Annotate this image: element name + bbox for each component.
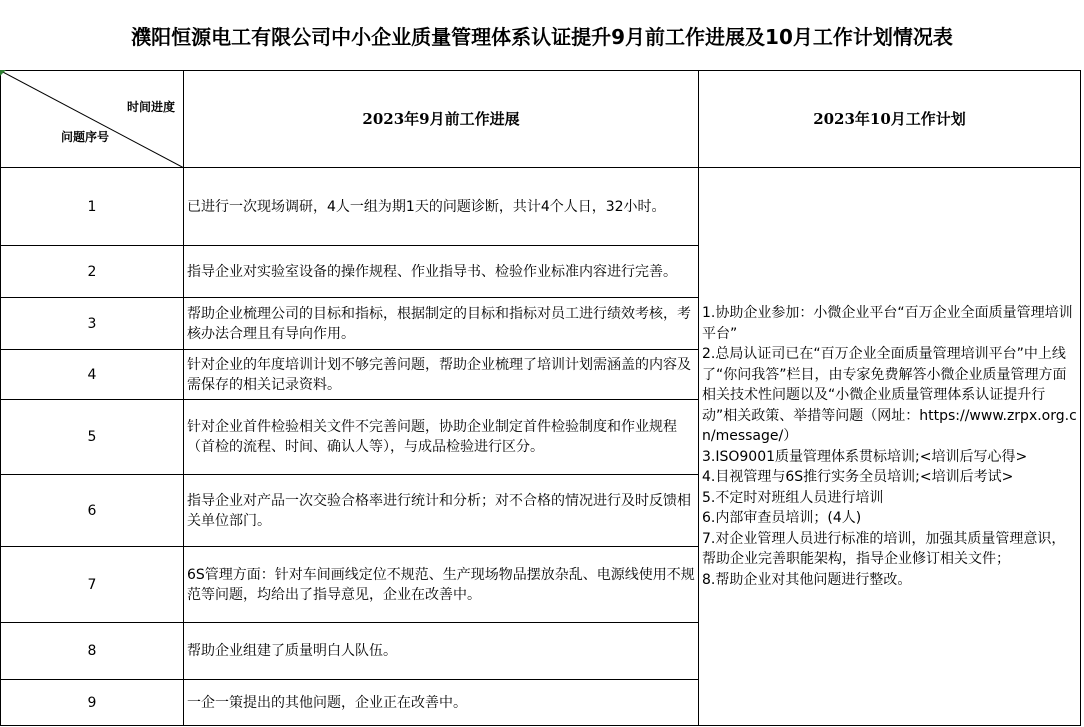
time-progress-label: 时间进度	[126, 100, 175, 114]
progress-cell: 针对企业的年度培训计划不够完善问题，帮助企业梳理了培训计划需涵盖的内容及需保存的相关记录资料。	[184, 350, 699, 400]
progress-cell: 6S管理方面：针对车间画线定位不规范、生产现场物品摆放杂乱、电源线使用不规范等问题，均给出了指导意见，企业在改善中。	[184, 547, 699, 623]
progress-cell: 已进行一次现场调研，4人一组为期1天的问题诊断，共计4个人日，32小时。	[184, 168, 699, 246]
row-number: 2	[1, 246, 184, 298]
plan-item: 4.目视管理与6S推行实务全员培训;<培训后考试>	[702, 469, 1014, 485]
row-number: 6	[1, 475, 184, 547]
cell-marker	[0, 70, 6, 76]
plan-item: 1.协助企业参加：小微企业平台“百万企业全面质量管理培训平台”	[702, 305, 1073, 342]
progress-cell: 帮助企业组建了质量明白人队伍。	[184, 623, 699, 680]
progress-cell: 指导企业对产品一次交验合格率进行统计和分析；对不合格的情况进行及时反馈相关单位部门。	[184, 475, 699, 547]
page-title: 濮阳恒源电工有限公司中小企业质量管理体系认证提升9月前工作进展及10月工作计划情况表	[131, 24, 953, 49]
progress-cell: 指导企业对实验室设备的操作规程、作业指导书、检验作业标准内容进行完善。	[184, 246, 699, 298]
progress-column-header: 2023年9月前工作进展	[184, 71, 699, 168]
progress-cell: 一企一策提出的其他问题，企业正在改善中。	[184, 680, 699, 726]
progress-table	[0, 70, 1081, 726]
plan-item: 2.总局认证司已在“百万企业全面质量管理培训平台”中上线了“你问我答”栏目，由专家免费解答小微企业质量管理方面相关技术性问题以及“小微企业质量管理体系认证提升行动”相关政策、举措等问题（网址：https://www.zrpx.org.cn/message/）	[702, 346, 1077, 444]
diagonal-line	[1, 71, 184, 168]
plan-item: 6.内部审查员培训；(4人)	[702, 510, 862, 526]
row-number: 7	[1, 547, 184, 623]
row-number: 3	[1, 298, 184, 350]
table-row	[1, 168, 1081, 246]
plan-item: 7.对企业管理人员进行标准的培训，加强其质量管理意识，帮助企业完善职能架构，指导企业修订相关文件；	[702, 530, 1066, 567]
row-number: 8	[1, 623, 184, 680]
row-number: 1	[1, 168, 184, 246]
plan-item: 3.ISO9001质量管理体系贯标培训;<培训后写心得>	[702, 448, 1028, 465]
progress-cell: 针对企业首件检验相关文件不完善问题，协助企业制定首件检验制度和作业规程（首检的流程、时间、确认人等），与成品检验进行区分。	[184, 400, 699, 475]
question-number-label: 问题序号	[61, 130, 110, 144]
table-header-row	[1, 71, 1081, 168]
row-number: 4	[1, 350, 184, 400]
row-number: 5	[1, 400, 184, 475]
plan-column-header: 2023年10月工作计划	[699, 71, 1081, 168]
row-number: 9	[1, 680, 184, 726]
diagonal-header-cell	[1, 71, 184, 168]
plan-cell	[699, 168, 1081, 726]
progress-cell: 帮助企业梳理公司的目标和指标，根据制定的目标和指标对员工进行绩效考核，考核办法合理且有导向作用。	[184, 298, 699, 350]
plan-item: 8.帮助企业对其他问题进行整改。	[702, 571, 912, 588]
plan-item: 5.不定时对班组人员进行培训	[702, 489, 884, 506]
